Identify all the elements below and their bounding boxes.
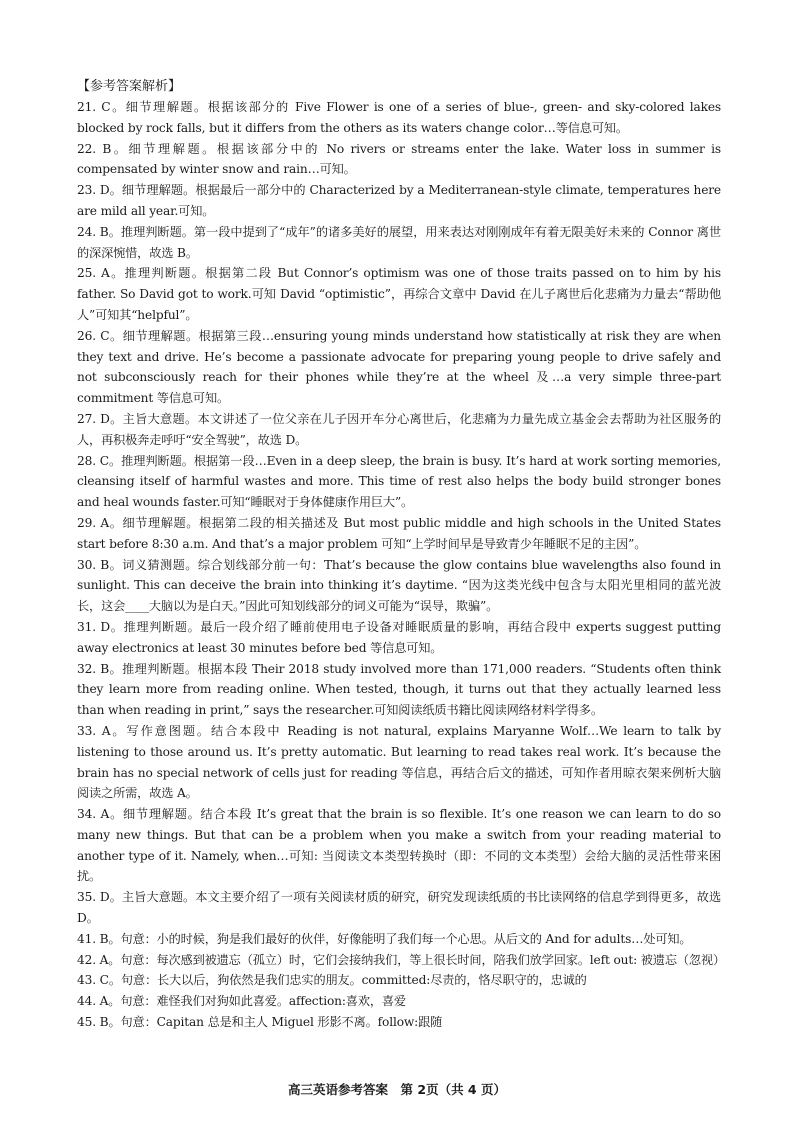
answer-item-35: 35. D。主旨大意题。本文主要介绍了一项有关阅读材质的研究，研究发现读纸质的书比读网络的信息学到得更多，故选 D。 bbox=[77, 890, 721, 926]
answer-item-23: 23. D。细节理解题。根据最后一部分中的 Characterized by a Mediterranean-style climate, temperatures here are mild all year.可知。 bbox=[77, 183, 721, 218]
answer-item-29: 29. A。细节理解题。根据第二段的相关描述及 But most public middle and high schools in the United States start before 8:30 a.m. And that’s a major problem 可知“上学时间早是导致青少年睡眠不足的主因”。 bbox=[77, 515, 721, 551]
answer-item-44: 44. A。句意：难怪我们对狗如此喜爱。affection:喜欢，喜爱 bbox=[77, 994, 406, 1009]
answer-item-31: 31. D。推理判断题。最后一段介绍了睡前使用电子设备对睡眠质量的影响，再结合段中 experts suggest putting away electronics at least 30 minutes before bed 等信息可知。 bbox=[77, 619, 721, 655]
answer-item-28: 28. C。推理判断题。根据第一段…Even in a deep sleep, the brain is busy. It’s hard at work sorting memories, cleansing itself of harmful wastes and more. This time of rest also helps the body build stronger bones and heal wounds faster.可知“睡眠对于身体健康作用巨大”。 bbox=[77, 453, 721, 510]
answer-item-33: 33. A。写作意图题。结合本段中 Reading is not natural, explains Maryanne Wolf…We learn to talk by listening to those around us. It’s pretty automatic. But learning to read takes real work. It’s because the brain has no special network of cells just for reading 等信息，再结合后文的描述，可知作者用晾衣架来例析大脑阅读之所需，故选 A。 bbox=[77, 723, 721, 801]
answer-item-27: 27. D。主旨大意题。本文讲述了一位父亲在儿子因开车分心离世后，化悲痛为力量先成立基金会去帮助为社区服务的人，再积极奔走呼吁“安全驾驶”，故选 D。 bbox=[77, 411, 721, 447]
answer-item-30: 30. B。词义猜测题。综合划线部分前一句：That’s because the glow contains blue wavelengths also found in sunlight. This can deceive the brain into thinking it’s daytime. “因为这类光线中包含与太阳光里相同的蓝光波长，这会____大脑以为是白天。”因此可知划线部分的词义可能为“误导，欺骗”。 bbox=[77, 557, 721, 614]
answer-item-45: 45. B。句意：Capitan 总是和主人 Miguel 形影不离。follow:跟随 bbox=[77, 1015, 443, 1030]
answer-item-42: 42. A。句意：每次感到被遗忘（孤立）时，它们会接纳我们，等上很长时间，陪我们放学回家。left out: 被遗忘（忽视） bbox=[77, 952, 726, 967]
answer-item-24: 24. B。推理判断题。第一段中提到了“成年”的诸多美好的展望，用来表达对刚刚成年有着无限美好未来的 Connor 离世的深深惋惜，故选 B。 bbox=[77, 224, 721, 260]
answer-item-43: 43. C。句意：长大以后，狗依然是我们忠实的朋友。committed:尽责的，恪尽职守的，忠诚的 bbox=[77, 973, 587, 988]
answer-item-22: 22. B。细节理解题。根据该部分中的 No rivers or streams enter the lake. Water loss in summer is compensated by winter snow and rain…可知。 bbox=[77, 141, 721, 177]
answer-item-41: 41. B。句意：小的时候，狗是我们最好的伙伴，好像能明了我们每一个心思。从后文的 And for adults…处可知。 bbox=[77, 931, 692, 946]
answer-item-34: 34. A。细节理解题。结合本段 It’s great that the brain is so flexible. It’s one reason we can learn to do so many new things. But that can be a problem when you make a switch from your reading material to another type of it. Namely, when…可知: 当阅读文本类型转换时（即：不同的文本类型）会给大脑的灵活性带来困扰。 bbox=[77, 807, 721, 884]
answer-item-21: 21. C。细节理解题。根据该部分的 Five Flower is one of a series of blue-, green- and sky-colored lakes blocked by rock falls, but it differs from the others as its waters change color…等信息可知。 bbox=[77, 100, 721, 135]
answer-item-26: 26. C。细节理解题。根据第三段…ensuring young minds understand how statistically at risk they are when they text and drive. He’s become a passionate advocate for preparing young people to drive safely and not subconsciously reach for their phones while they’re at the wheel 及…a very simple three-part commitment 等信息可知。 bbox=[77, 328, 721, 406]
page-footer: 高三英语参考答案 第 2页（共 4 页） bbox=[288, 1082, 506, 1097]
answer-item-25: 25. A。推理判断题。根据第二段 But Connor’s optimism was one of those traits passed on to him by his father. So David got to work.可知 David “optimistic”，再综合文章中 David 在儿子离世后化悲痛为力量去“帮助他人”可知其“helpful”。 bbox=[77, 266, 721, 322]
answer-item-32: 32. B。推理判断题。根据本段 Their 2018 study involved more than 171,000 readers. “Students often think they learn more from reading online. When tested, though, it turns out that they actually learned less than when reading in print,” says the researcher.可知阅读纸质书籍比阅读网络材料学得多。 bbox=[77, 661, 721, 718]
answer-list bbox=[77, 97, 726, 1033]
section-heading: 【参考答案解析】 bbox=[77, 79, 182, 94]
answer-key-page bbox=[77, 76, 726, 1033]
